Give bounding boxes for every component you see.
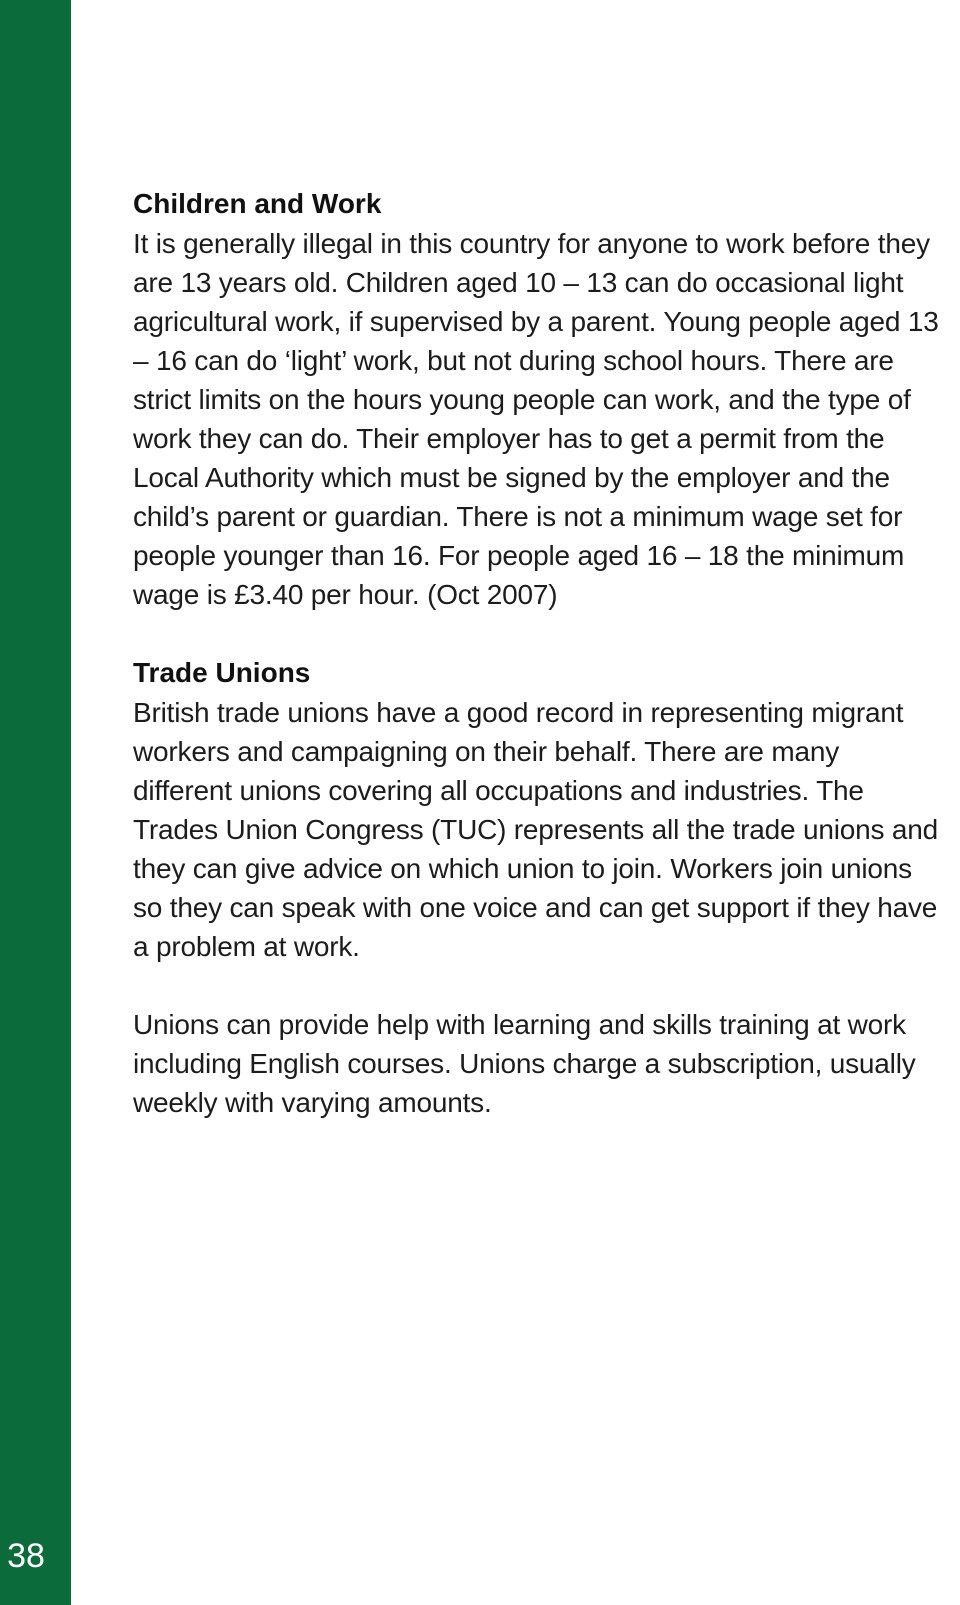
section-spacer	[133, 614, 945, 653]
body-paragraph: British trade unions have a good record in representing migrant workers and campaigning on their behalf. There are many different unions covering all occupations and industries. The Trades Union Congress (TUC) represents all the trade unions and they can give advice on which union to join. Workers join unions so they can speak with one voice and can get support if they have a problem at work.	[133, 697, 938, 962]
page-content	[133, 184, 945, 1122]
body-paragraph: Unions can provide help with learning and skills training at work including English courses. Unions charge a subscription, usually weekly with varying amounts.	[133, 1009, 916, 1118]
side-color-bar	[0, 0, 71, 1605]
section-heading: Trade Unions	[133, 657, 311, 688]
section-children-and-work	[133, 184, 945, 614]
page-number: 38	[7, 1537, 45, 1575]
section-heading: Children and Work	[133, 188, 382, 219]
paragraph-spacer	[133, 966, 945, 1005]
section-trade-unions	[133, 653, 945, 1122]
body-paragraph: It is generally illegal in this country for anyone to work before they are 13 years old. Children aged 10 – 13 can do occasional light agricultural work, if supervised by a parent. Young people aged 13 – 16 can do ‘light’ work, but not during school hours. There are strict limits on the hours young people can work, and the type of work they can do. Their employer has to get a permit from the Local Authority which must be signed by the employer and the child’s parent or guardian. There is not a minimum wage set for people younger than 16. For people aged 16 – 18 the minimum wage is £3.40 per hour. (Oct 2007)	[133, 228, 939, 610]
